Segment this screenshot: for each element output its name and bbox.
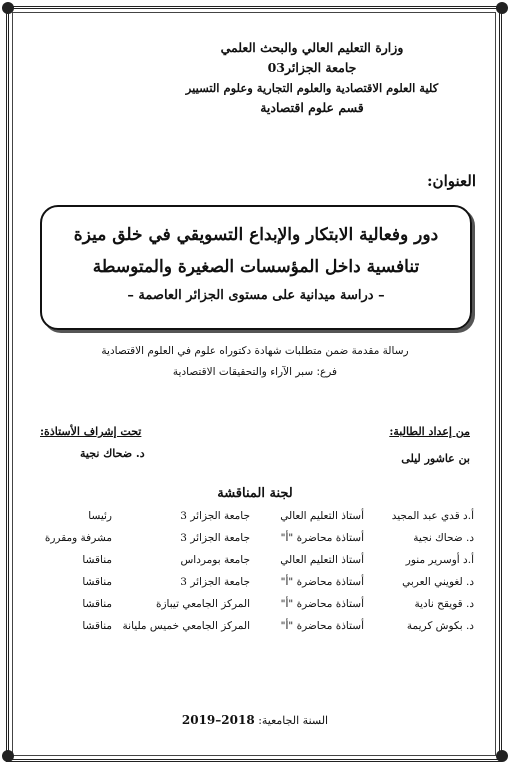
supervisor-label: تحت إشراف الأستاذة:	[40, 425, 142, 438]
member-institution: جامعة الجزائر 3	[180, 532, 250, 544]
member-rank: أستاذ التعليم العالي	[280, 554, 364, 566]
corner-ornament	[2, 2, 14, 14]
academic-year	[0, 713, 510, 727]
member-name: أ.د أوسرير منور	[405, 554, 474, 566]
member-role: مناقشا	[82, 598, 112, 610]
member-name: د. بكوش كريمة	[406, 620, 474, 632]
thesis-branch: فرع: سبر الآراء والتحقيقات الاقتصادية	[172, 366, 338, 378]
member-role: رئيسا	[88, 510, 112, 522]
member-institution: جامعة الجزائر 3	[180, 510, 250, 522]
academic-year-label: السنة الجامعية:	[258, 714, 329, 727]
member-rank: أستاذة محاضرة "أ"	[280, 532, 364, 544]
corner-ornament	[496, 2, 508, 14]
supervisor-name: د. ضحاك نجية	[80, 447, 145, 460]
member-rank: أستاذة محاضرة "أ"	[280, 598, 364, 610]
university-name: جامعة الجزائر03	[267, 60, 357, 75]
title-line-1: دور وفعالية الابتكار والإبداع التسويقي في خلق ميزة	[73, 225, 439, 245]
faculty-name: كلية العلوم الاقتصادية والعلوم التجارية وعلوم التسيير	[185, 81, 439, 95]
thesis-title-box	[40, 205, 472, 330]
committee-row	[0, 598, 510, 620]
ministry-name: وزارة التعليم العالي والبحث العلمي	[220, 40, 404, 55]
committee-row	[0, 554, 510, 576]
student-label: من إعداد الطالبة:	[389, 425, 470, 438]
member-name: د. قويقح نادية	[414, 598, 474, 610]
corner-ornament	[2, 750, 14, 762]
member-role: مشرفة ومقررة	[44, 532, 112, 544]
institution-header	[162, 38, 462, 118]
member-institution: جامعة الجزائر 3	[180, 576, 250, 588]
committee-title: لجنة المناقشة	[217, 486, 293, 501]
member-role: مناقشا	[82, 620, 112, 632]
member-rank: أستاذة محاضرة "أ"	[280, 576, 364, 588]
academic-year-value: 2018–2019	[181, 713, 255, 727]
title-line-2: تنافسية داخل المؤسسات الصغيرة والمتوسطة	[92, 257, 420, 277]
thesis-description: رسالة مقدمة ضمن متطلبات شهادة دكتوراه علوم في العلوم الاقتصادية	[101, 345, 409, 357]
title-label: العنوان:	[427, 172, 476, 190]
member-name: د. لغويني العربي	[402, 576, 474, 588]
member-institution: المركز الجامعي خميس مليانة	[122, 620, 250, 632]
committee-row	[0, 620, 510, 642]
student-name: بن عاشور ليلى	[401, 452, 470, 465]
committee-row	[0, 532, 510, 554]
corner-ornament	[496, 750, 508, 762]
member-institution: جامعة بومرداس	[180, 554, 250, 566]
title-subtitle: – دراسة ميدانية على مستوى الجزائر العاصمة –	[127, 288, 385, 303]
member-role: مناقشا	[82, 576, 112, 588]
member-role: مناقشا	[82, 554, 112, 566]
member-institution: المركز الجامعي تيبازة	[155, 598, 250, 610]
member-rank: أستاذة محاضرة "أ"	[280, 620, 364, 632]
committee-row	[0, 576, 510, 598]
department-name: قسم علوم اقتصادية	[260, 100, 364, 115]
member-name: د. ضحاك نجية	[413, 532, 474, 544]
page-border-inner	[12, 12, 496, 756]
member-name: أ.د قدي عبد المجيد	[391, 510, 474, 522]
committee-row	[0, 510, 510, 532]
member-rank: أستاذ التعليم العالي	[280, 510, 364, 522]
